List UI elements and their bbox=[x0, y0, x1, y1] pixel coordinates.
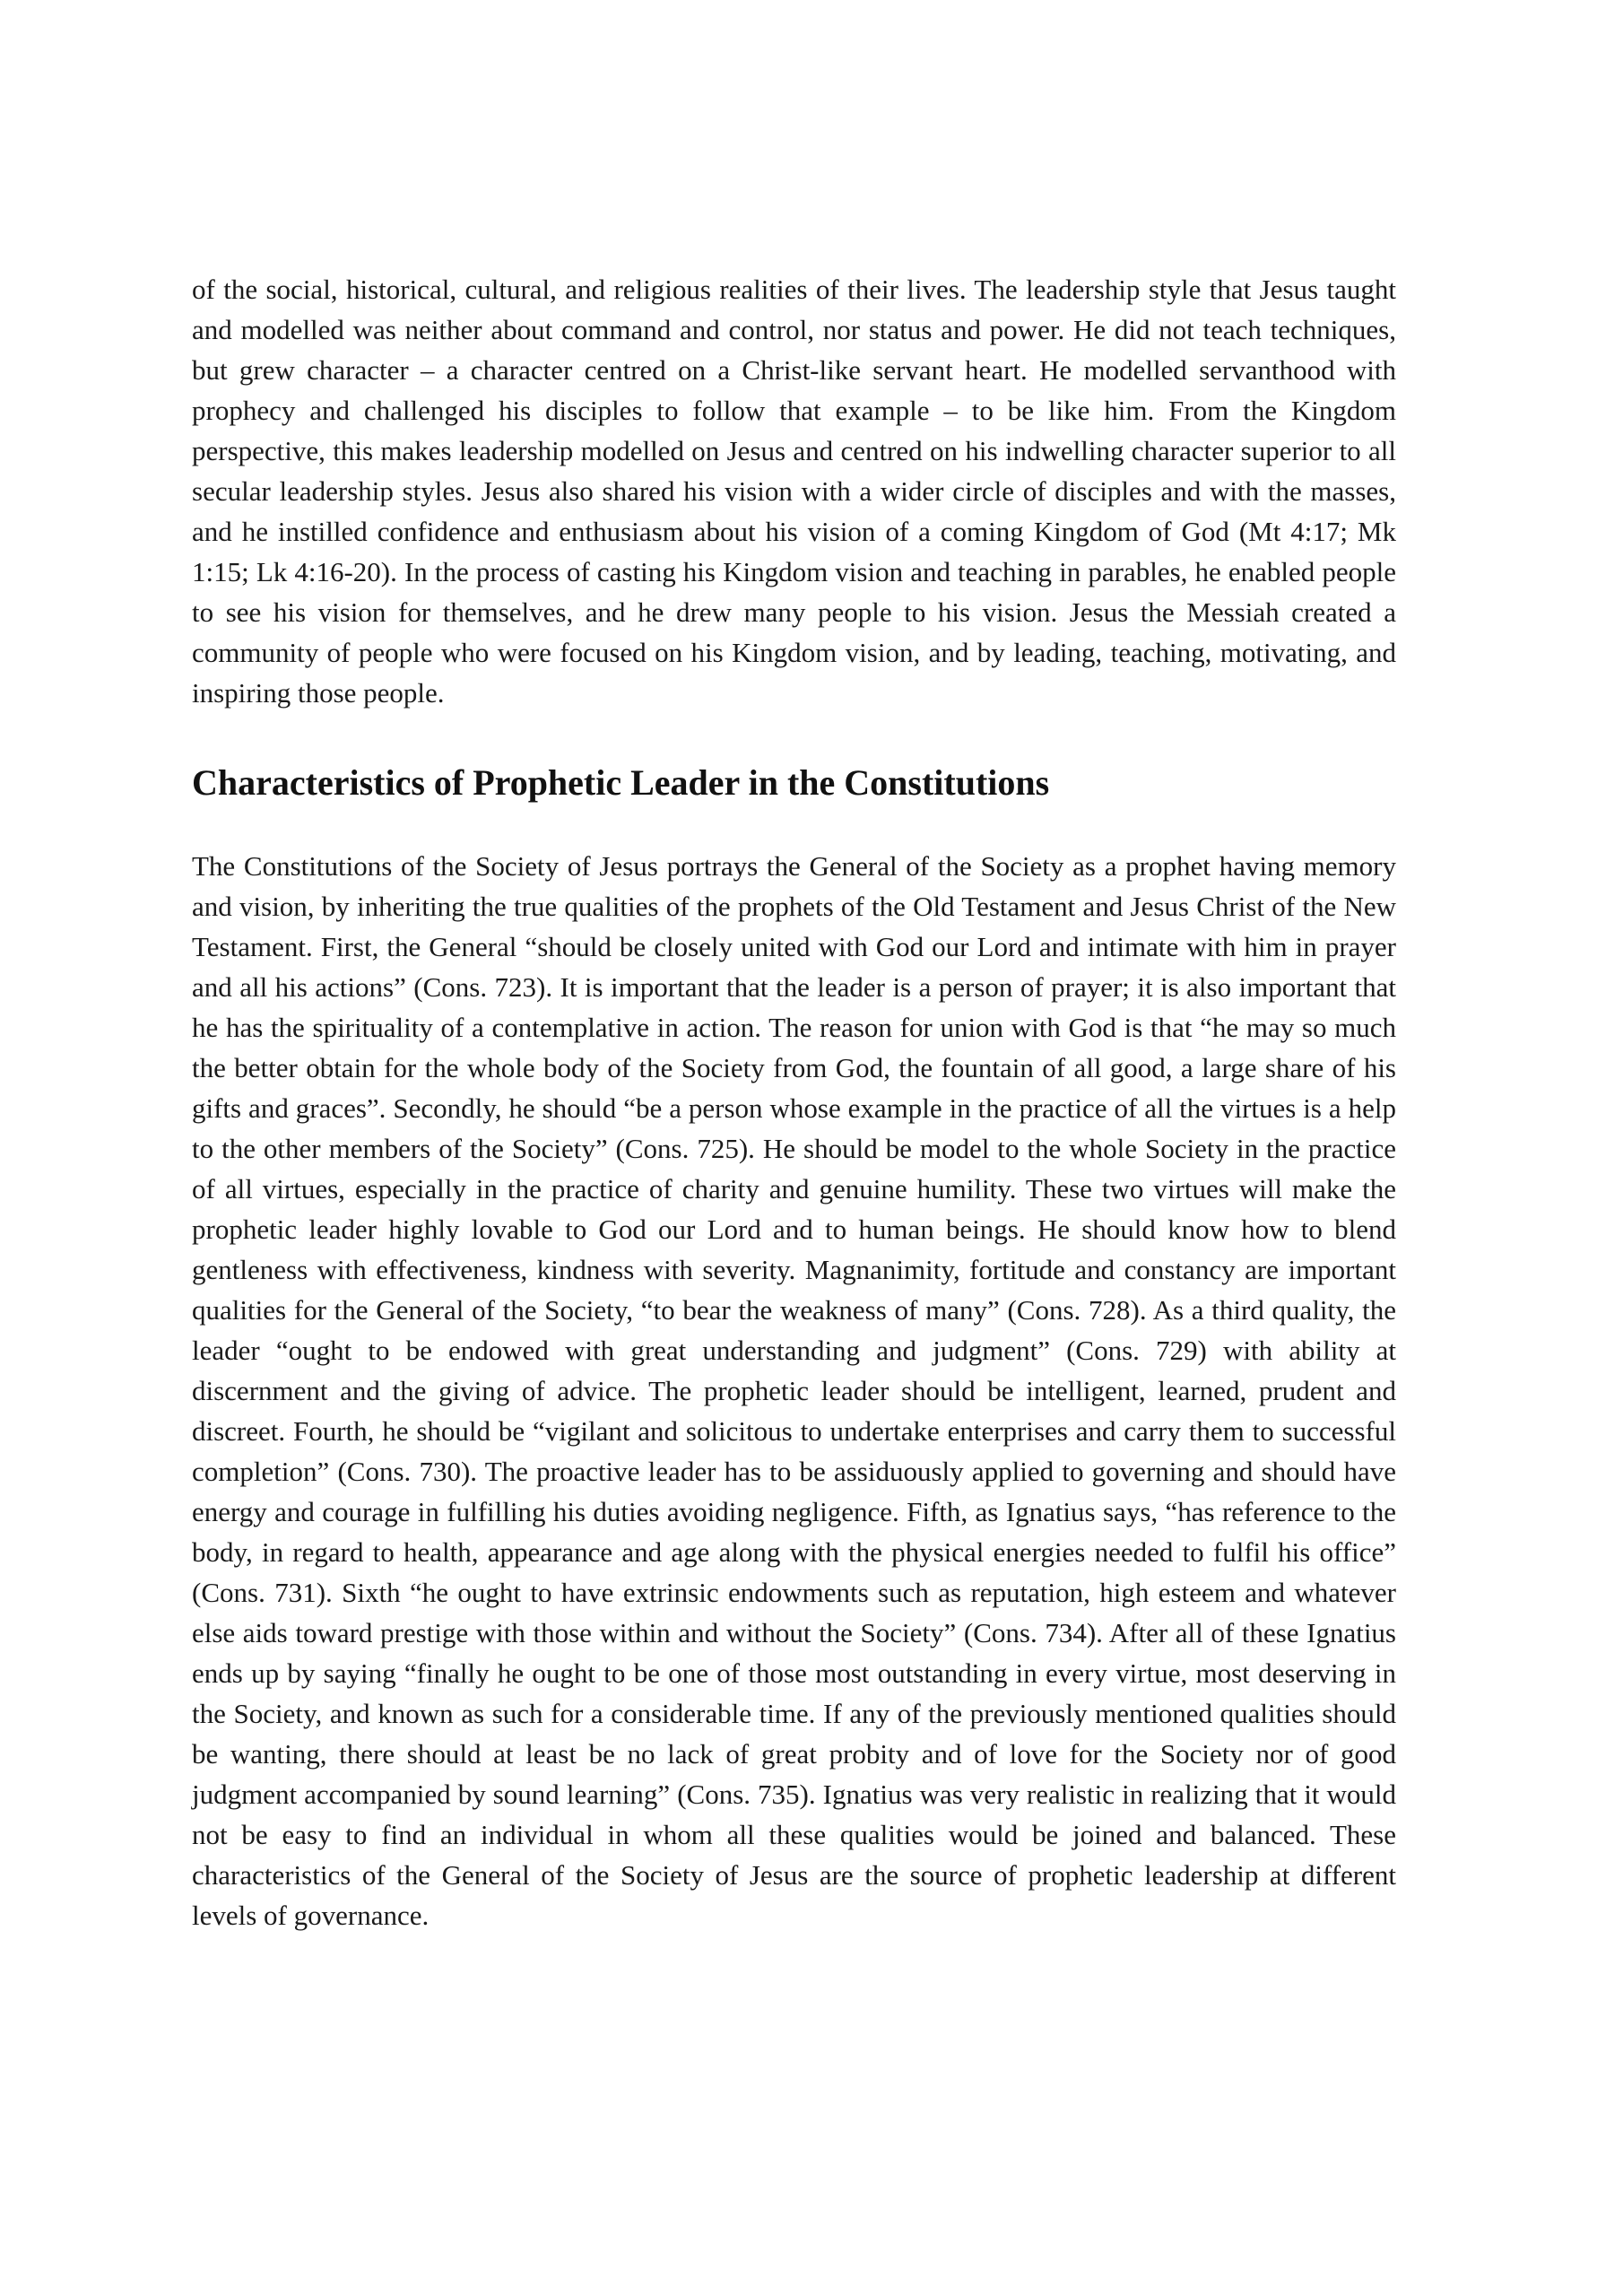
body-paragraph-constitutions: The Constitutions of the Society of Jesus portrays the General of the Society as a prophet having memory and vision, by inheriting the true qualities of the prophets of the Old Testament and Jesus Christ of the New Testament. First, the General “should be closely united with God our Lord and intimate with him in prayer and all his actions” (Cons. 723). It is important that the leader is a person of prayer; it is also important that he has the spirituality of a contemplative in action. The reason for union with God is that “he may so much the better obtain for the whole body of the Society from God, the fountain of all good, a large share of his gifts and graces”. Secondly, he should “be a person whose example in the practice of all the virtues is a help to the other members of the Society” (Cons. 725). He should be model to the whole Society in the practice of all virtues, especially in the practice of charity and genuine humility. These two virtues will make the prophetic leader highly lovable to God our Lord and to human beings. He should know how to blend gentleness with effectiveness, kindness with severity. Magnanimity, fortitude and constancy are important qualities for the General of the Society, “to bear the weakness of many” (Cons. 728). As a third quality, the leader “ought to be endowed with great understanding and judgment” (Cons. 729) with ability at discernment and the giving of advice. The prophetic leader should be intelligent, learned, prudent and discreet. Fourth, he should be “vigilant and solicitous to undertake enterprises and carry them to successful completion” (Cons. 730). The proactive leader has to be assiduously applied to governing and should have energy and courage in fulfilling his duties avoiding negligence. Fifth, as Ignatius says, “has reference to the body, in regard to health, appearance and age along with the physical energies needed to fulfil his office” (Cons. 731). Sixth “he ought to have extrinsic endowments such as reputation, high esteem and whatever else aids toward prestige with those within and without the Society” (Cons. 734). After all of these Ignatius ends up by saying “finally he ought to be one of those most outstanding in every virtue, most deserving in the Society, and known as such for a considerable time. If any of the previously mentioned qualities should be wanting, there should at least be no lack of great probity and of love for the Society nor of good judgment accompanied by sound learning” (Cons. 735). Ignatius was very realistic in realizing that it would not be easy to find an individual in whom all these qualities would be joined and balanced. These characteristics of the General of the Society of Jesus are the source of prophetic leadership at different levels of governance. bbox=[192, 850, 1396, 1931]
document-page bbox=[192, 269, 1396, 1935]
section-heading: Characteristics of Prophetic Leader in the Constitutions bbox=[192, 762, 1050, 803]
body-paragraph-continued: of the social, historical, cultural, and religious realities of their lives. The leadership style that Jesus taught and modelled was neither about command and control, nor status and power. He did not teach techniques, but grew character – a character centred on a Christ-like servant heart. He modelled servanthood with prophecy and challenged his disciples to follow that example – to be like him. From the Kingdom perspective, this makes leadership modelled on Jesus and centred on his indwelling character superior to all secular leadership styles. Jesus also shared his vision with a wider circle of disciples and with the masses, and he instilled confidence and enthusiasm about his vision of a coming Kingdom of God (Mt 4:17; Mk 1:15; Lk 4:16-20). In the process of casting his Kingdom vision and teaching in parables, he enabled people to see his vision for themselves, and he drew many people to his vision. Jesus the Messiah created a community of people who were focused on his Kingdom vision, and by leading, teaching, motivating, and inspiring those people. bbox=[192, 274, 1396, 709]
